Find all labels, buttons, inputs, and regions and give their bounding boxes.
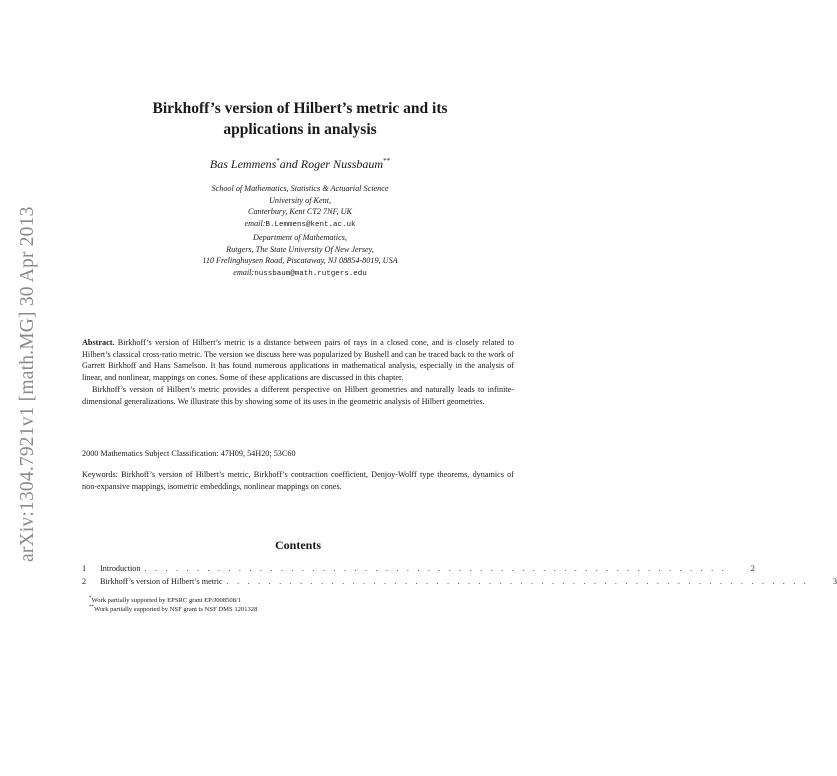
- keywords: Keywords: Birkhoff’s version of Hilbert’s metric, Birkhoff’s contraction coefficient, Denjoy-Wolff type theorems, dynamics of non-expansive mappings, isometric embeddings, nonlinear mappings on cones.: [82, 470, 514, 491]
- abstract-label: Abstract.: [82, 338, 115, 347]
- email-label: email:: [244, 218, 266, 228]
- arxiv-identifier: arXiv:1304.7921v1 [math.MG] 30 Apr 2013: [17, 206, 38, 562]
- affiliation-line: School of Mathematics, Statistics & Actuarial Science: [211, 184, 389, 193]
- email-label: email:: [233, 267, 255, 277]
- affiliation-line: Canterbury, Kent CT2 7NF, UK: [247, 207, 353, 217]
- affiliation-line: 110 Frelinghuysen Road, Piscataway, NJ 08854-8019, USA: [202, 256, 398, 266]
- toc-entry[interactable]: [82, 563, 755, 575]
- affiliation-line: University of Kent,: [268, 195, 332, 205]
- title-line-1: Birkhoff’s version of Hilbert’s metric and its: [152, 100, 448, 117]
- footnote-text: Work partially supported by EPSRC grant EP/J008508/1: [91, 597, 242, 605]
- affiliation-email-row: [60, 218, 540, 232]
- toc-title: Introduction: [100, 564, 141, 573]
- toc-page-number: 2: [750, 564, 755, 573]
- toc-title: Birkhoff’s version of Hilbert’s metric: [100, 577, 223, 586]
- toc-leader-dots: . . . . . . . . . . . . . . . . . . . . . . . . . . . . . . . . . . . . . . . . . . . . . . . . . . . . . . . .: [144, 564, 727, 573]
- subject-classification: 2000 Mathematics Subject Classification: 47H09, 54H20; 53C60: [82, 449, 296, 458]
- toc-number: 2: [82, 577, 87, 586]
- footnote: [89, 604, 514, 615]
- paper-title: [70, 98, 530, 140]
- abstract-text: Birkhoff’s version of Hilbert’s metric is a distance between pairs of rays in a closed cone, and is closely related to Hilbert’s classical cross-ratio metric. The version we discuss here was popularized by Bushell and can be traced back to the work of Garrett Birkhoff and Hans Samelson. It has found numerous applications in mathematical analysis, especially in the analysis of linear, and nonlinear, mappings on cones. Some of these applications are discussed in this chapter.: [82, 338, 514, 383]
- affiliation-line: Department of Mathematics,: [253, 233, 347, 242]
- affiliation-kent: [60, 183, 540, 231]
- abstract: [82, 337, 514, 407]
- author1-footnote-mark: *: [276, 157, 280, 165]
- toc-entry[interactable]: [82, 576, 837, 588]
- toc-page-number: 3: [832, 577, 837, 586]
- authors: [60, 157, 540, 172]
- footnote-mark: **: [89, 605, 94, 610]
- toc-number: 1: [82, 564, 87, 573]
- author2-footnote-mark: **: [383, 157, 391, 165]
- author-lemmens: Bas Lemmens: [209, 157, 277, 171]
- toc-leader-dots: . . . . . . . . . . . . . . . . . . . . . . . . . . . . . . . . . . . . . . . . . . . . . . . . . . . . . . . .: [226, 577, 810, 586]
- author-and-nussbaum: and Roger Nussbaum: [279, 157, 384, 171]
- footnote-text: Work partially supported by NSF grant is NSF DMS 1201328: [94, 606, 258, 614]
- footnote-mark: *: [89, 596, 92, 601]
- abstract-paragraph: Birkhoff’s version of Hilbert’s metric provides a different perspective on Hilbert geometries and naturally leads to infinite-dimensional generalizations. We illustrate this by showing some of its uses in the geometric analysis of Hilbert geometries.: [82, 384, 514, 406]
- contents-heading: Contents: [274, 538, 321, 552]
- affiliation-rutgers: [60, 232, 540, 280]
- title-line-2: applications in analysis: [223, 121, 377, 138]
- abstract-paragraph: [82, 337, 514, 384]
- email-address: B.Lemmens@kent.ac.uk: [265, 220, 356, 229]
- affiliation-email-row: [60, 267, 540, 281]
- affiliation-line: Rutgers, The State University Of New Jersey,: [226, 244, 374, 254]
- email-address: nussbaum@math.rutgers.edu: [254, 269, 367, 278]
